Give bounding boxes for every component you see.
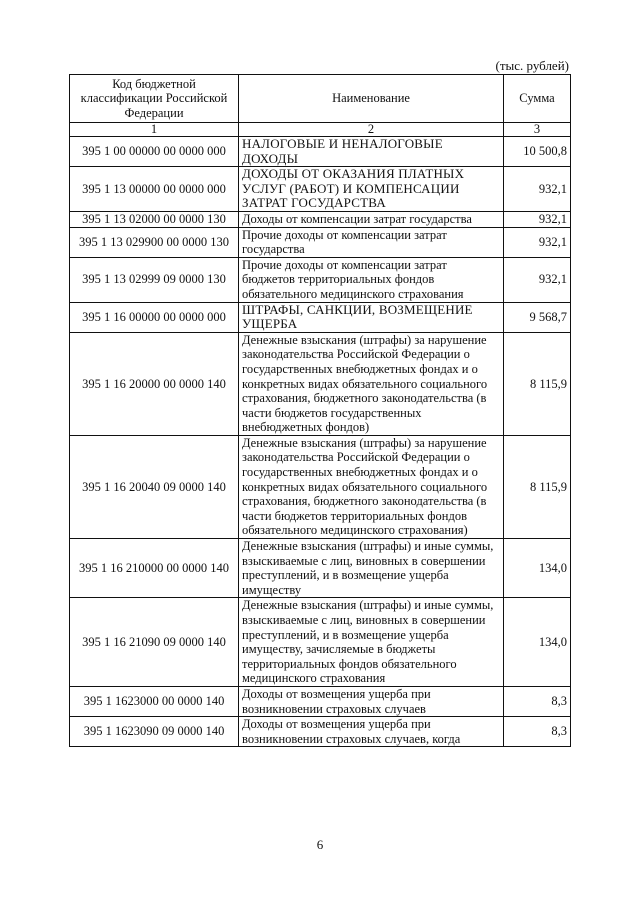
table-row <box>70 539 571 598</box>
amount-cell: 134,0 <box>504 539 571 598</box>
revenue-name-cell: Денежные взыскания (штрафы) и иные суммы, взыскиваемые с лиц, виновных в совершении преступлений, и в возмещение ущерба имуществу <box>239 539 504 598</box>
budget-code-cell: 395 1 13 02000 00 0000 130 <box>70 211 239 227</box>
amount-cell: 932,1 <box>504 167 571 212</box>
column-number-3: 3 <box>504 123 571 137</box>
revenue-name-cell: Доходы от возмещения ущерба при возникновении страховых случаев, когда <box>239 717 504 747</box>
column-number-1: 1 <box>70 123 239 137</box>
amount-cell: 932,1 <box>504 257 571 302</box>
amount-cell: 932,1 <box>504 227 571 257</box>
revenue-name-cell: Прочие доходы от компенсации затрат государства <box>239 227 504 257</box>
revenue-name-cell: Прочие доходы от компенсации затрат бюджетов территориальных фондов обязательного медицинского страхования <box>239 257 504 302</box>
table-row <box>70 137 571 167</box>
revenue-name-cell: Доходы от возмещения ущерба при возникновении страховых случаев <box>239 686 504 716</box>
amount-cell: 8 115,9 <box>504 435 571 538</box>
header-code: Код бюджетной классификации Российской Федерации <box>70 75 239 123</box>
amount-cell: 9 568,7 <box>504 302 571 332</box>
budget-revenue-table <box>69 74 571 747</box>
amount-cell: 8,3 <box>504 717 571 747</box>
amount-cell: 8 115,9 <box>504 332 571 435</box>
budget-code-cell: 395 1 16 210000 00 0000 140 <box>70 539 239 598</box>
table-row <box>70 302 571 332</box>
revenue-name-cell: НАЛОГОВЫЕ И НЕНАЛОГОВЫЕ ДОХОДЫ <box>239 137 504 167</box>
budget-code-cell: 395 1 13 00000 00 0000 000 <box>70 167 239 212</box>
amount-cell: 10 500,8 <box>504 137 571 167</box>
budget-code-cell: 395 1 16 20040 09 0000 140 <box>70 435 239 538</box>
revenue-name-cell: Денежные взыскания (штрафы) за нарушение законодательства Российской Федерации о государственных внебюджетных фондах и о конкретных видах обязательного социального страхования, бюджетного законодательства (в части бюджетов государственных внебюджетных фондов) <box>239 332 504 435</box>
table-row <box>70 686 571 716</box>
budget-code-cell: 395 1 13 029900 00 0000 130 <box>70 227 239 257</box>
amount-cell: 134,0 <box>504 598 571 687</box>
table-row <box>70 332 571 435</box>
budget-code-cell: 395 1 00 00000 00 0000 000 <box>70 137 239 167</box>
revenue-name-cell: Доходы от компенсации затрат государства <box>239 211 504 227</box>
units-note: (тыс. рублей) <box>495 58 569 73</box>
table-row <box>70 717 571 747</box>
amount-cell: 8,3 <box>504 686 571 716</box>
budget-code-cell: 395 1 1623090 09 0000 140 <box>70 717 239 747</box>
revenue-name-cell: ДОХОДЫ ОТ ОКАЗАНИЯ ПЛАТНЫХ УСЛУГ (РАБОТ) И КОМПЕНСАЦИИ ЗАТРАТ ГОСУДАРСТВА <box>239 167 504 212</box>
table-row <box>70 227 571 257</box>
table-row <box>70 435 571 538</box>
table-row <box>70 211 571 227</box>
revenue-name-cell: Денежные взыскания (штрафы) за нарушение законодательства Российской Федерации о государственных внебюджетных фондах и о конкретных видах обязательного социального страхования, бюджетного законодательства (в части бюджетов территориальных фондов обязательного медицинского страхования) <box>239 435 504 538</box>
revenue-name-cell: ШТРАФЫ, САНКЦИИ, ВОЗМЕЩЕНИЕ УЩЕРБА <box>239 302 504 332</box>
table-row <box>70 598 571 687</box>
table-row <box>70 257 571 302</box>
header-sum: Сумма <box>504 75 571 123</box>
revenue-name-cell: Денежные взыскания (штрафы) и иные суммы, взыскиваемые с лиц, виновных в совершении преступлений, и в возмещение ущерба имуществу, зачисляемые в бюджеты территориальных фондов обязательного медицинского страхования <box>239 598 504 687</box>
amount-cell: 932,1 <box>504 211 571 227</box>
budget-code-cell: 395 1 16 00000 00 0000 000 <box>70 302 239 332</box>
table-row <box>70 167 571 212</box>
page-number: 6 <box>316 837 324 852</box>
budget-code-cell: 395 1 1623000 00 0000 140 <box>70 686 239 716</box>
header-name: Наименование <box>239 75 504 123</box>
budget-code-cell: 395 1 16 20000 00 0000 140 <box>70 332 239 435</box>
column-number-2: 2 <box>239 123 504 137</box>
budget-code-cell: 395 1 13 02999 09 0000 130 <box>70 257 239 302</box>
budget-code-cell: 395 1 16 21090 09 0000 140 <box>70 598 239 687</box>
